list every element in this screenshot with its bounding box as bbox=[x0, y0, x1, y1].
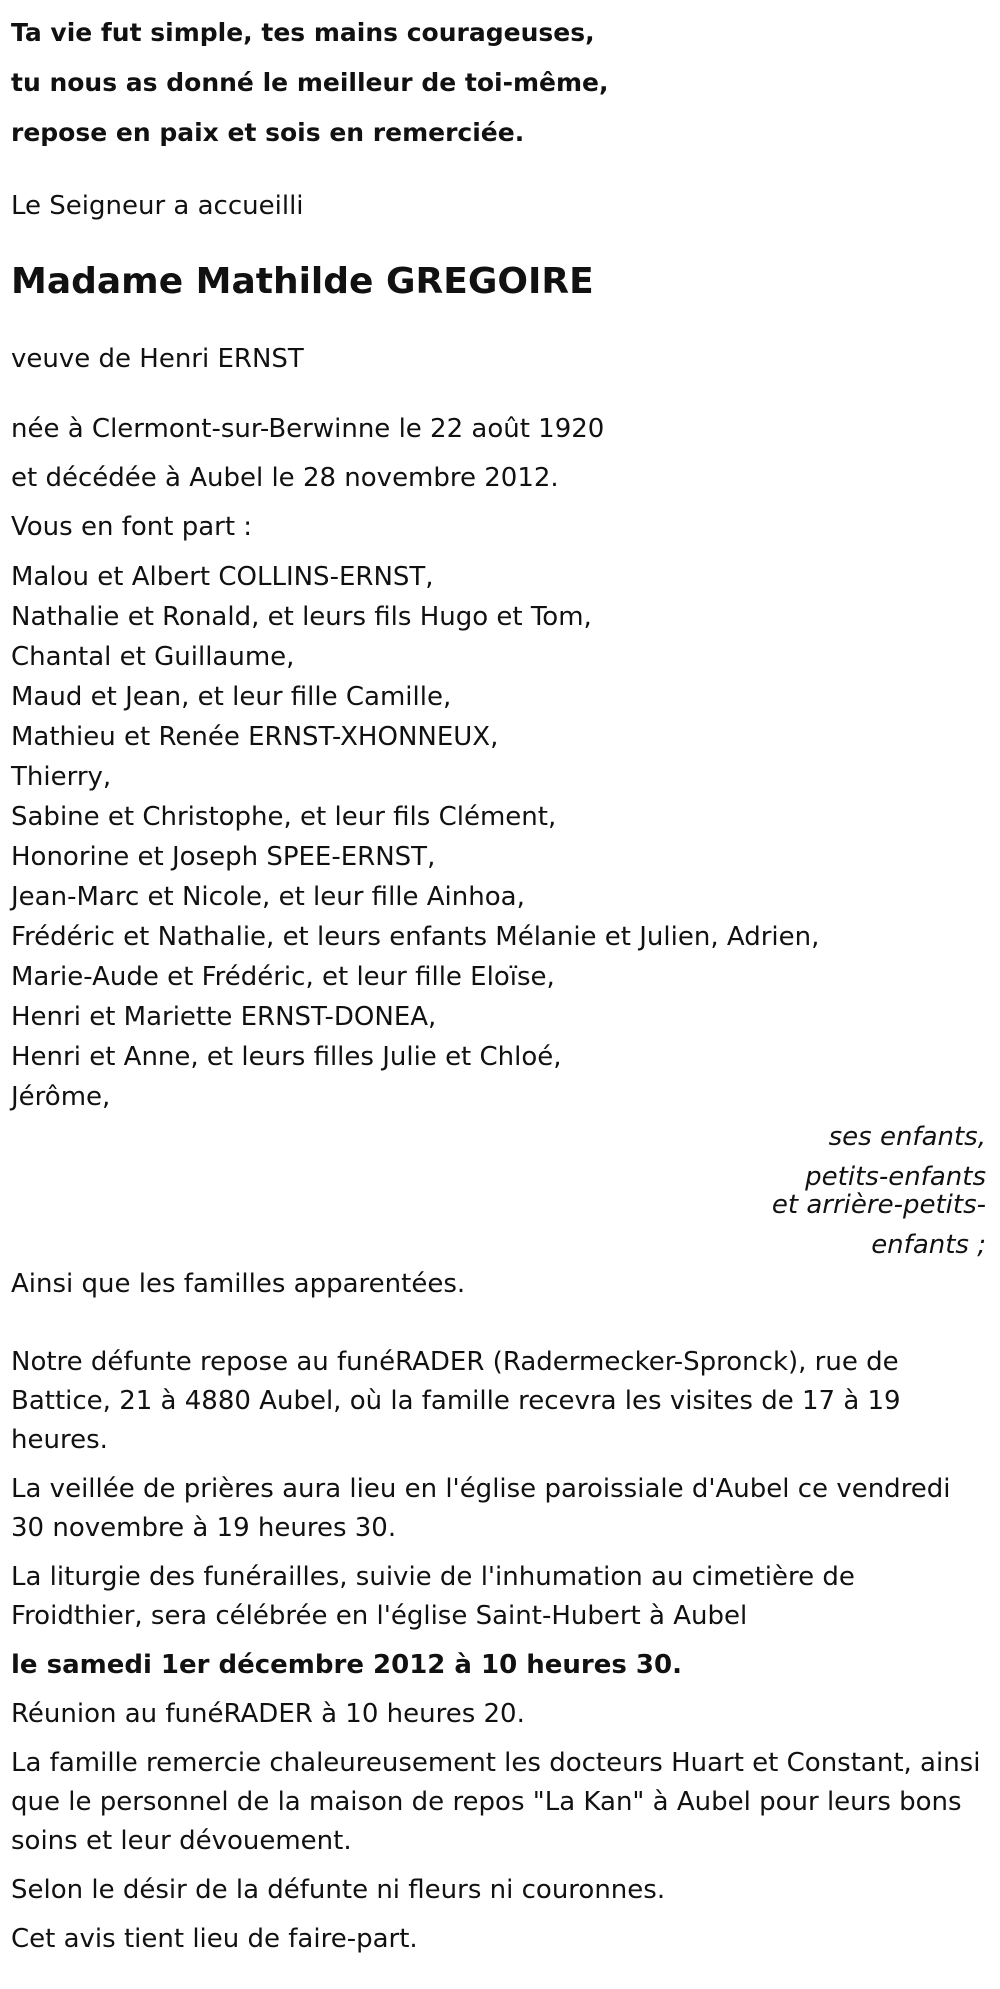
birth-info: née à Clermont-sur-Berwinne le 22 août 1920 bbox=[11, 414, 605, 444]
family-member: Frédéric et Nathalie, et leurs enfants Mélanie et Julien, Adrien, bbox=[11, 922, 820, 952]
family-member: Malou et Albert COLLINS-ERNST, bbox=[11, 562, 434, 592]
visitation-info: Notre défunte repose au funéRADER (Radermecker-Spronck), rue de Battice, 21 à 4880 Aubel, où la famille recevra les visites de 17 à 19 heures. bbox=[11, 1347, 901, 1455]
notice-text: Cet avis tient lieu de faire-part. bbox=[11, 1924, 418, 1954]
poem-line: tu nous as donné le meilleur de toi-même, bbox=[11, 68, 609, 97]
family-member: Maud et Jean, et leur fille Camille, bbox=[11, 682, 452, 712]
family-member: Mathieu et Renée ERNST-XHONNEUX, bbox=[11, 722, 499, 752]
relation-line: ses enfants, petits-enfants bbox=[805, 1122, 986, 1192]
poem-line: repose en paix et sois en remerciée. bbox=[11, 118, 525, 147]
family-member: Chantal et Guillaume, bbox=[11, 642, 295, 672]
meeting-info: Réunion au funéRADER à 10 heures 20. bbox=[11, 1699, 525, 1729]
family-member: Sabine et Christophe, et leur fils Clément, bbox=[11, 802, 557, 832]
family-member: Thierry, bbox=[11, 762, 112, 792]
family-member: Jérôme, bbox=[11, 1082, 111, 1112]
funeral-date: le samedi 1er décembre 2012 à 10 heures 30. bbox=[11, 1650, 682, 1680]
poem bbox=[11, 8, 986, 158]
thanks-text: La famille remercie chaleureusement les docteurs Huart et Constant, ainsi que le personnel de la maison de repos "La Kan" à Aubel pour leurs bons soins et leur dévouement. bbox=[11, 1748, 981, 1856]
family-member: Jean-Marc et Nicole, et leur fille Ainhoa, bbox=[11, 882, 525, 912]
liturgy-info: La liturgie des funérailles, suivie de l'inhumation au cimetière de Froidthier, sera célébrée en l'église Saint-Hubert à Aubel bbox=[11, 1562, 855, 1631]
family-member: Marie-Aude et Frédéric, et leur fille Eloïse, bbox=[11, 962, 555, 992]
death-info: et décédée à Aubel le 28 novembre 2012. bbox=[11, 463, 559, 493]
family-member: Henri et Anne, et leurs filles Julie et Chloé, bbox=[11, 1042, 562, 1072]
deceased-name: Madame Mathilde GREGOIRE bbox=[11, 261, 594, 302]
poem-line: Ta vie fut simple, tes mains courageuses, bbox=[11, 18, 595, 47]
relation-line: et arrière-petits-enfants ; bbox=[771, 1190, 986, 1260]
family-member: Nathalie et Ronald, et leurs fils Hugo et Tom, bbox=[11, 602, 592, 632]
family-member: Honorine et Joseph SPEE-ERNST, bbox=[11, 842, 436, 872]
widow-of: veuve de Henri ERNST bbox=[11, 344, 304, 374]
vigil-info: La veillée de prières aura lieu en l'église paroissiale d'Aubel ce vendredi 30 novembre à 19 heures 30. bbox=[11, 1474, 951, 1543]
family-relation bbox=[746, 1117, 986, 1265]
obituary-notice bbox=[11, 8, 986, 1959]
family-member: Henri et Mariette ERNST-DONEA, bbox=[11, 1002, 437, 1032]
flowers-notice: Selon le désir de la défunte ni fleurs ni couronnes. bbox=[11, 1875, 666, 1905]
announce-text: Vous en font part : bbox=[11, 512, 253, 542]
related-families: Ainsi que les familles apparentées. bbox=[11, 1269, 466, 1299]
family-list bbox=[11, 557, 986, 1117]
intro-text: Le Seigneur a accueilli bbox=[11, 191, 304, 221]
